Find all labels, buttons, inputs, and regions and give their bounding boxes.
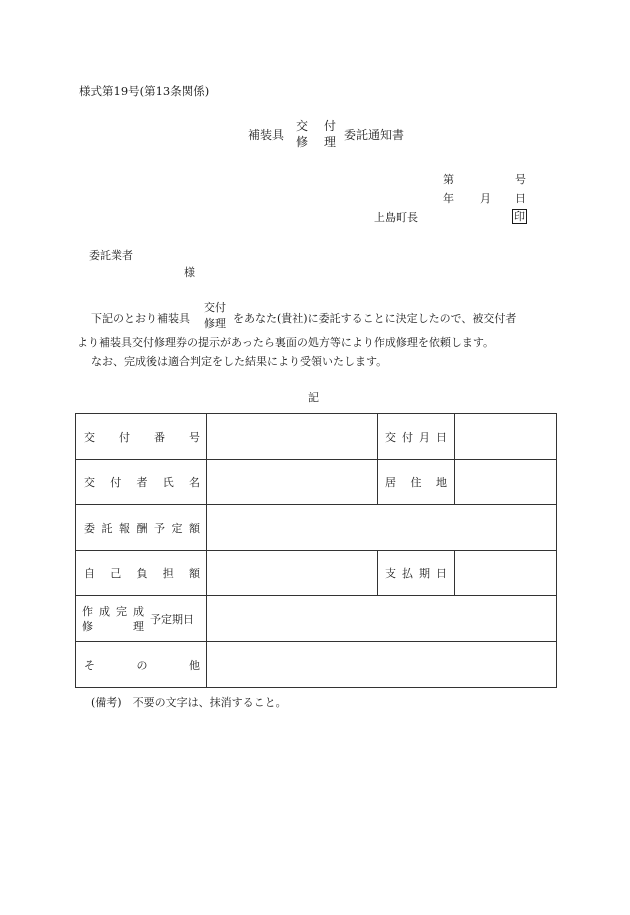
detail-table (75, 413, 557, 688)
body-line1-after: をあなた(貴社)に委託することに決定したので、被交付者 (233, 312, 517, 325)
body-option-top: 交付 (204, 301, 226, 314)
title-suffix: 委託通知書 (344, 128, 405, 142)
table-row-recipient-name (76, 460, 557, 505)
label-char: 額 (189, 521, 200, 535)
table-row-other (76, 642, 557, 688)
recipient-label: 委託業者 (89, 249, 133, 262)
value-fee[interactable] (207, 505, 557, 551)
label-char: 交 (84, 430, 95, 444)
label-char: 付 (119, 430, 130, 444)
label-copay (76, 551, 207, 596)
value-residence[interactable] (455, 460, 557, 505)
label-char: 交 (385, 430, 396, 444)
seal-mark: 印 (514, 210, 525, 223)
label-other (76, 642, 207, 688)
table-row-completion (76, 596, 557, 642)
value-issue-date[interactable] (455, 414, 557, 460)
label-char: 酬 (136, 521, 148, 535)
label-char: 名 (189, 476, 200, 489)
label-char: 報 (119, 521, 130, 535)
label-due-date: 予定期日 (150, 612, 194, 626)
label-char: 理 (133, 619, 144, 633)
label-char: 付 (402, 430, 413, 444)
body-line3: なお、完成後は適合判定をした結果により受領いたします。 (91, 355, 388, 368)
body-options (200, 302, 230, 334)
label-char: 成 (99, 604, 110, 618)
section-mark: 記 (308, 391, 319, 404)
label-char: 完 (116, 604, 127, 618)
label-char: 予 (154, 521, 165, 535)
label-char: 修 (82, 619, 93, 633)
body-line1-before: 下記のとおり補装具 (91, 312, 190, 325)
title-options (296, 120, 336, 152)
label-char: 負 (136, 567, 148, 580)
label-char: 番 (154, 430, 165, 444)
date-month: 月 (480, 192, 491, 205)
value-payment-date[interactable] (455, 551, 557, 596)
value-completion-due[interactable] (207, 596, 557, 642)
label-char: 号 (189, 430, 200, 444)
label-char: 他 (189, 658, 200, 672)
label-char: 支 (385, 567, 396, 580)
title-option-char: 付 (323, 119, 336, 133)
label-char: 託 (101, 521, 113, 535)
label-payment-date (378, 551, 455, 596)
label-char: 己 (110, 567, 122, 580)
label-char: 地 (436, 476, 447, 489)
value-other[interactable] (207, 642, 557, 688)
label-char: そ (84, 658, 95, 672)
label-char: 定 (171, 521, 183, 535)
label-residence (378, 460, 455, 505)
title-option-char: 理 (323, 135, 336, 149)
label-char: 額 (189, 567, 200, 580)
label-issue-date (378, 414, 455, 460)
label-char: 払 (402, 567, 413, 580)
label-char: 氏 (162, 476, 174, 489)
title-option-char: 交 (296, 119, 309, 133)
body-option-bottom: 修理 (204, 317, 226, 330)
label-char: 自 (84, 567, 95, 580)
label-char: 期 (419, 567, 430, 580)
number-prefix: 第 (443, 173, 454, 186)
label-char: 住 (410, 476, 422, 489)
label-char: 居 (385, 476, 396, 489)
table-row-copay (76, 551, 557, 596)
label-char: の (136, 658, 148, 672)
label-char: 日 (436, 430, 447, 444)
label-char: 者 (136, 476, 148, 489)
label-char: 委 (84, 521, 95, 535)
value-issue-number[interactable] (207, 414, 378, 460)
label-char: 交 (84, 476, 95, 489)
value-recipient-name[interactable] (207, 460, 378, 505)
number-suffix: 号 (515, 173, 526, 186)
label-char: 担 (162, 567, 174, 580)
table-row-fee (76, 505, 557, 551)
label-char: 作 (82, 604, 93, 618)
date-day: 日 (515, 192, 526, 205)
date-year: 年 (443, 192, 454, 205)
body-line2: より補装具交付修理券の提示があったら裏面の処方等により作成修理を依頼します。 (77, 336, 495, 349)
label-fee (76, 505, 207, 551)
table-row-issue-number (76, 414, 557, 460)
label-char: 月 (419, 430, 430, 444)
label-completion-due (76, 596, 207, 642)
label-char: 日 (436, 567, 447, 580)
form-number: 様式第19号(第13条関係) (79, 84, 210, 98)
value-copay[interactable] (207, 551, 378, 596)
title-prefix: 補装具 (248, 128, 285, 142)
label-char: 付 (110, 476, 122, 489)
issuer-name: 上島町長 (374, 211, 418, 224)
label-recipient-name (76, 460, 207, 505)
recipient-honorific: 様 (184, 266, 195, 279)
remark-note: (備考) 不要の文字は、抹消すること。 (91, 696, 287, 709)
title-option-char: 修 (296, 135, 309, 149)
label-char: 成 (133, 604, 144, 618)
label-issue-number (76, 414, 207, 460)
